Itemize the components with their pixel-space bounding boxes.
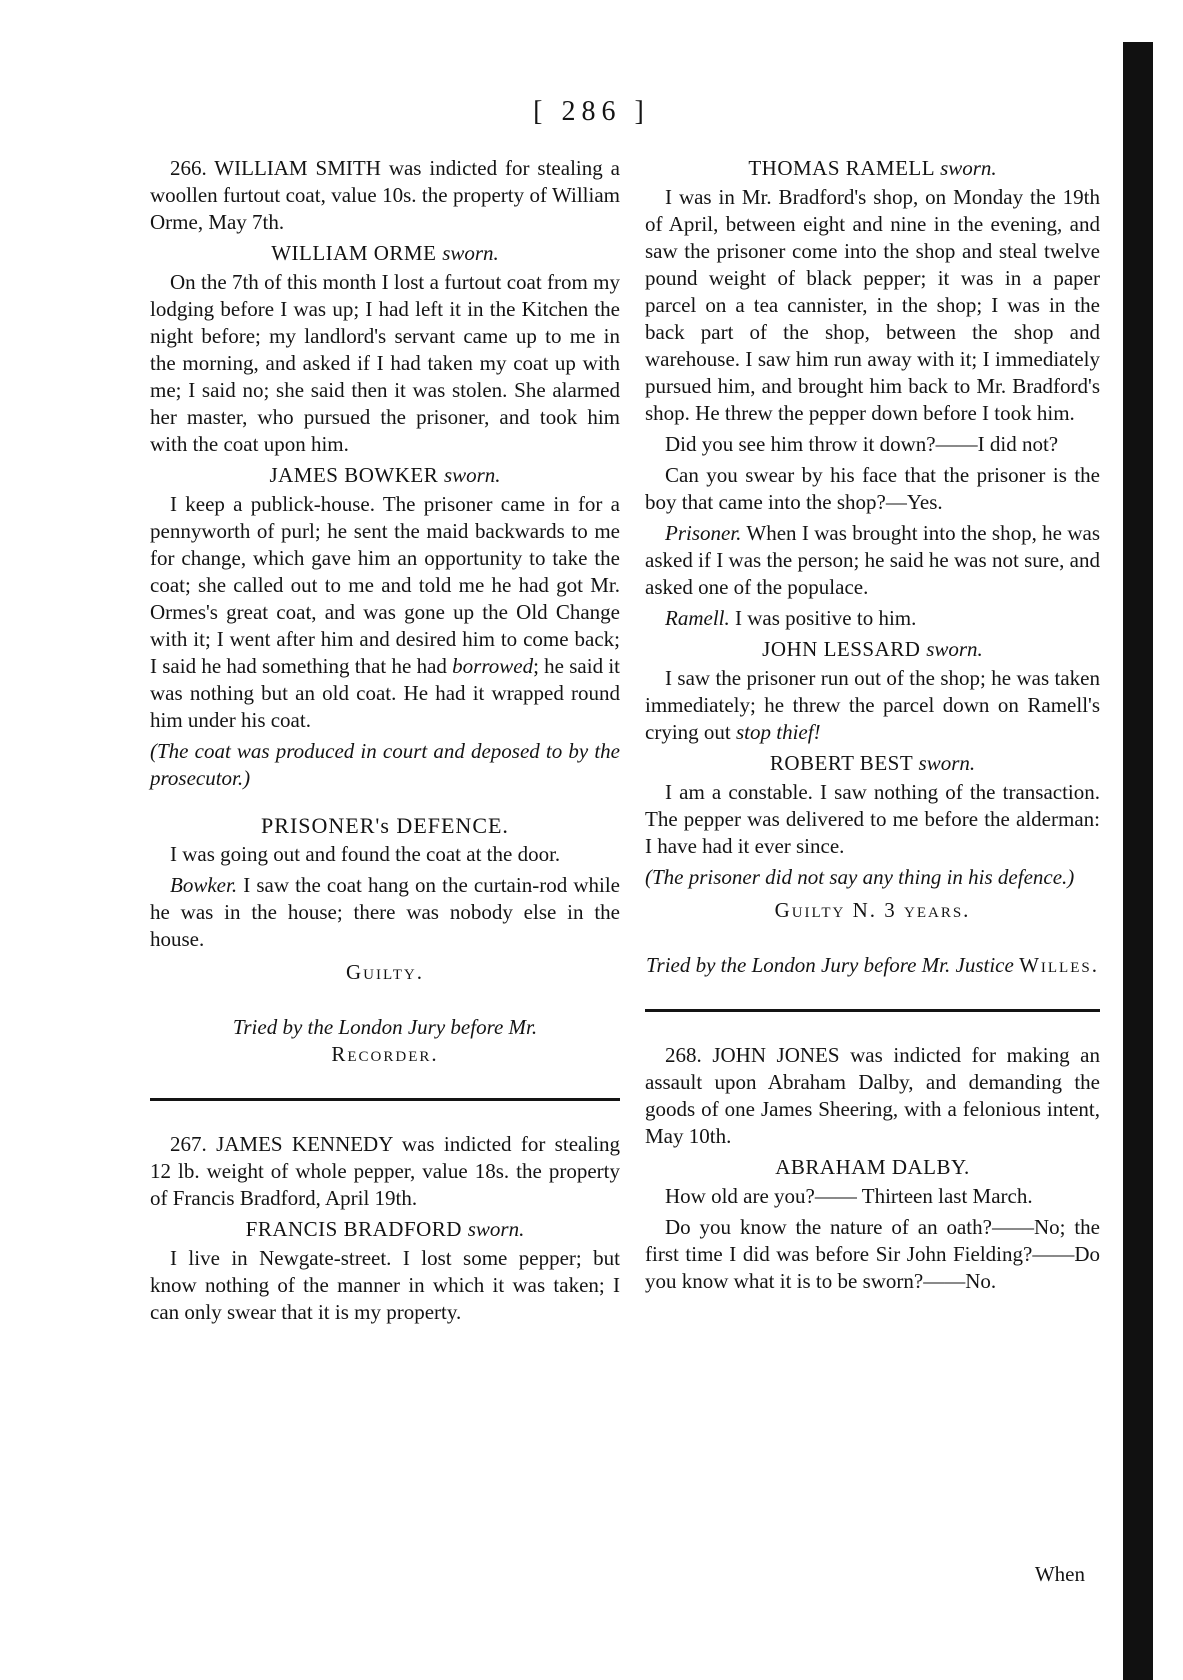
right-column: [645, 155, 1100, 1299]
reply-text: I was positive to him.: [729, 606, 917, 630]
catchword: When: [1034, 1562, 1085, 1586]
speaker-label: Prisoner.: [665, 521, 742, 545]
testimony-text: ; he said it was nothing but an old coat. He had it wrapped round him under his coat.: [150, 654, 621, 732]
testimony-text: I saw the prisoner run out of the shop; he was taken immediately; he threw the parcel down on Ramell's crying out: [645, 666, 1100, 744]
witness-heading-bradford: [150, 1216, 620, 1243]
sworn-label: sworn.: [443, 463, 501, 487]
page-number: [ 286 ]: [533, 96, 650, 127]
question-2: Can you swear by his face that the prisoner is the boy that came into the shop?—Yes.: [645, 463, 1100, 514]
tried-before-266: [150, 1014, 620, 1068]
sworn-label: sworn.: [442, 241, 499, 265]
witness-heading-best: [645, 750, 1100, 777]
court-note-defence: (The prisoner did not say any thing in his defence.): [645, 865, 1075, 889]
section-divider: [150, 1098, 620, 1101]
case-268-intro: 268. JOHN JONES was indicted for making an assault upon Abraham Dalby, and demanding the goods of one James Sheering, with a felonious intent, May 10th.: [645, 1043, 1100, 1148]
verdict-267: Guilty N. 3 years.: [774, 898, 971, 922]
witness-name: FRANCIS BRADFORD: [245, 1217, 462, 1241]
testimony-orme: On the 7th of this month I lost a furtout coat from my lodging before I was up; I had left it in the Kitchen the night before; my landlord's servant came up to me in the morning, and asked if I had taken my coat up with me; I said no; she said then it was stolen. She alarmed her master, who pursued the prisoner, and took him with the coat upon him.: [150, 270, 620, 456]
case-266-intro: 266. WILLIAM SMITH was indicted for stealing a woollen furtout coat, value 10s. the property of William Orme, May 7th.: [150, 156, 620, 234]
italic-word: borrowed: [452, 654, 534, 678]
ramell-reply: [645, 605, 1100, 632]
case-267-intro: 267. JAMES KENNEDY was indicted for stealing 12 lb. weight of whole pepper, value 18s. the property of Francis Bradford, April 19th.: [150, 1132, 620, 1210]
reply-text: I saw the coat hang on the curtain-rod while he was in the house; there was nobody else in the house.: [150, 873, 620, 951]
section-divider: [645, 1009, 1100, 1012]
witness-heading-bowker: [150, 462, 620, 489]
bowker-reply: [150, 872, 620, 953]
witness-heading-lessard: [645, 636, 1100, 663]
judge-name: Recorder.: [331, 1042, 439, 1066]
italic-phrase: stop thief!: [735, 720, 821, 744]
question-3: How old are you?—— Thirteen last March.: [665, 1184, 1033, 1208]
tried-before-267: [645, 952, 1100, 979]
testimony-text: I keep a publick-house. The prisoner came in for a pennyworth of purl; he sent the maid backwards to me for change, which gave him an opportunity to take the coat; she called out to me and told me he had got Mr. Ormes's great coat, and was gone up the Old Change with it; I went after him and desired him to come back; I said he had something that he had: [150, 492, 620, 678]
sworn-label: sworn.: [918, 751, 976, 775]
witness-heading-dalby: ABRAHAM DALBY.: [775, 1155, 970, 1179]
tried-text: Tried by the London Jury before Mr.: [232, 1015, 538, 1039]
testimony-ramell: I was in Mr. Bradford's shop, on Monday the 19th of April, between eight and nine in the evening, and saw the prisoner come into the shop and steal twelve pound weight of black pepper; it was in a paper parcel on a tea cannister, in the shop; I was in the back part of the shop, between the shop and warehouse. I saw him run away with it; I immediately pursued him, and brought him back to Mr. Bradford's shop. He threw the pepper down before I took him.: [645, 185, 1100, 425]
testimony-bradford: I live in Newgate-street. I lost some pepper; but know nothing of the manner in which it was taken; I can only swear that it is my property.: [150, 1246, 620, 1324]
sworn-label: sworn.: [940, 156, 997, 180]
testimony-best: I am a constable. I saw nothing of the transaction. The pepper was delivered to me before the alderman: I have had it ever since.: [645, 780, 1100, 858]
witness-name: ROBERT BEST: [769, 751, 913, 775]
speaker-label: Bowker.: [170, 873, 238, 897]
statement-text: When I was brought into the shop, he was asked if I was the person; he said he was not sure, and asked one of the populace.: [645, 521, 1100, 599]
prisoner-statement: [645, 520, 1100, 601]
testimony-bowker: [150, 491, 620, 734]
witness-heading-orme: [150, 240, 620, 267]
witness-name: JAMES BOWKER: [269, 463, 439, 487]
question-4: Do you know the nature of an oath?——No; the first time I did was before Sir John Fielding?——Do you know what it is to be sworn?——No.: [645, 1215, 1100, 1293]
left-column: [150, 155, 620, 1330]
defence-text: I was going out and found the coat at the door.: [170, 842, 561, 866]
sworn-label: sworn.: [926, 637, 983, 661]
question-1: Did you see him throw it down?——I did not?: [665, 432, 1059, 456]
tried-text: Tried by the London Jury before Mr. Justice: [646, 953, 1014, 977]
judge-name: Willes.: [1019, 953, 1099, 977]
page-edge-shadow: [1123, 42, 1153, 1680]
witness-name: JOHN LESSARD: [762, 637, 921, 661]
witness-name: THOMAS RAMELL: [748, 156, 935, 180]
testimony-lessard: [645, 665, 1100, 746]
sworn-label: sworn.: [467, 1217, 525, 1241]
defence-heading: PRISONER's DEFENCE.: [261, 813, 509, 838]
witness-heading-ramell: [645, 155, 1100, 182]
speaker-label: Ramell.: [665, 606, 730, 630]
verdict-266: Guilty.: [345, 960, 425, 984]
court-note-coat: (The coat was produced in court and deposed to by the prosecutor.): [150, 739, 620, 790]
witness-name: WILLIAM ORME: [271, 241, 437, 265]
